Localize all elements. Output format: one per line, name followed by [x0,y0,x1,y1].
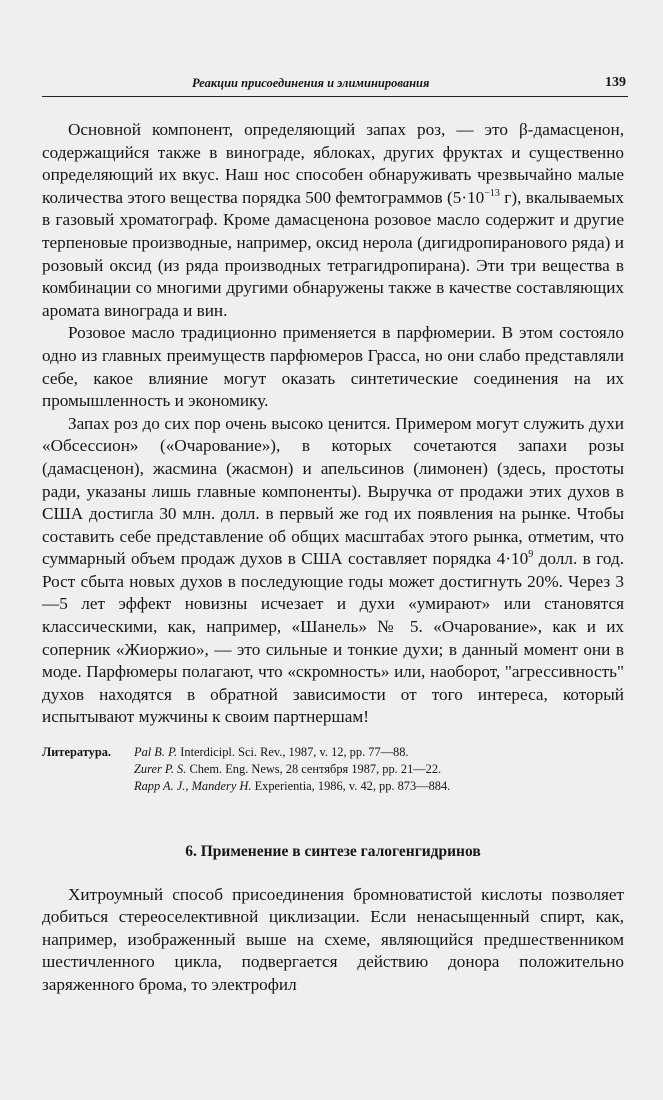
reference-item [42,761,624,778]
section-paragraph: Хитроумный способ присоединения бромноватистой кислоты позволяет добиться стереоселективной циклизации. Если ненасыщенный спирт, как, например, изображенный выше на схеме, являющийся предшественником шестичленного цикла, подвергается действию донора положительно заряженного брома, то электрофил [42,884,624,994]
reference-authors: Rapp A. J., Mandery H. [134,779,252,794]
reference-source: Chem. Eng. News, 28 сентября 1987, pp. 21—22. [189,762,442,777]
running-header [42,76,628,97]
paragraph-3-text: Запах роз до сих пор очень высоко ценится. Примером могут служить духи «Обсессион» («Очарование»), в которых сочетаются запахи розы (дамасценон), жасмина (жасмон) и апельсинов (лимонен) (здесь, простоты ради, указаны лишь главные компоненты). Выручка от продажи этих духов в США достигла 30 млн. долл. в первый же год их появления на рынке. Чтобы составить себе представление об общих масштабах этого рынка, отметим, что суммарный объем продаж духов в США составляет порядка 4·10 [42,413,624,569]
page-number: 139 [605,75,626,90]
running-title: Реакции присоединения и элиминирования [192,76,430,90]
reference-source: Experientia, 1986, v. 42, pp. 873—884. [254,779,451,794]
paragraph-1-text: Основной компонент, определяющий запах роз, — это β-дамасценон, содержащийся также в винограде, яблоках, других фруктах и существенно определяющий их вкус. Наш нос способен обнаруживать чрезвычайно малые количества этого вещества порядка 500 фемтограммов (5·10 [42,120,624,207]
literature-block [42,744,624,795]
reference-item [42,778,624,795]
reference-authors: Zurer P. S. [134,762,187,777]
paragraph-1-rest: г), вкалываемых в газовый хроматограф. Кроме дамасценона розовое масло содержит и другие терпеновые производные, например, оксид нерола (дигидропиранового ряда) и розовый оксид (из ряда производных тетрагидропирана). Эти три вещества в комбинации со многими другими обнаружены также в качестве составляющих аромата винограда и вин. [42,187,624,320]
paragraph-1 [42,119,624,322]
exponent: 9 [528,549,534,561]
reference-source: Interdicipl. Sci. Rev., 1987, v. 12, pp. 77—88. [180,745,409,760]
body-text [42,119,624,997]
reference-authors: Pal B. P. [134,745,178,760]
reference-row [42,744,624,761]
paragraph-2: Розовое масло традиционно применяется в парфюмерии. В этом состояло одно из главных преимуществ парфюмеров Грасса, но они слабо представляли себе, какое влияние могут оказать синтетические соединения на их промышленность и экономику. [42,323,624,411]
section-heading: 6. Применение в синтезе галогенгидринов [185,843,481,861]
paragraph-3-rest: долл. в год. Рост сбыта новых духов в последующие годы может достигнуть 20%. Через 3—5 лет эффект новизны исчезает и духи «умирают» или становятся классическими, как, например, «Шанель» № 5. «Очарование», как и их соперник «Жиоржио», — это сильные и тонкие духи; в данный момент они в моде. Парфюмеры полагают, что «скромность» или, наоборот, "агрессивность" духов находятся в обратной зависимости от того интереса, который испытывают мужчины к своим партнершам! [42,549,624,727]
paragraph-3 [42,413,624,729]
exponent: −13 [484,187,500,199]
reference-item [134,744,624,761]
literature-label: Литература. [42,745,112,760]
